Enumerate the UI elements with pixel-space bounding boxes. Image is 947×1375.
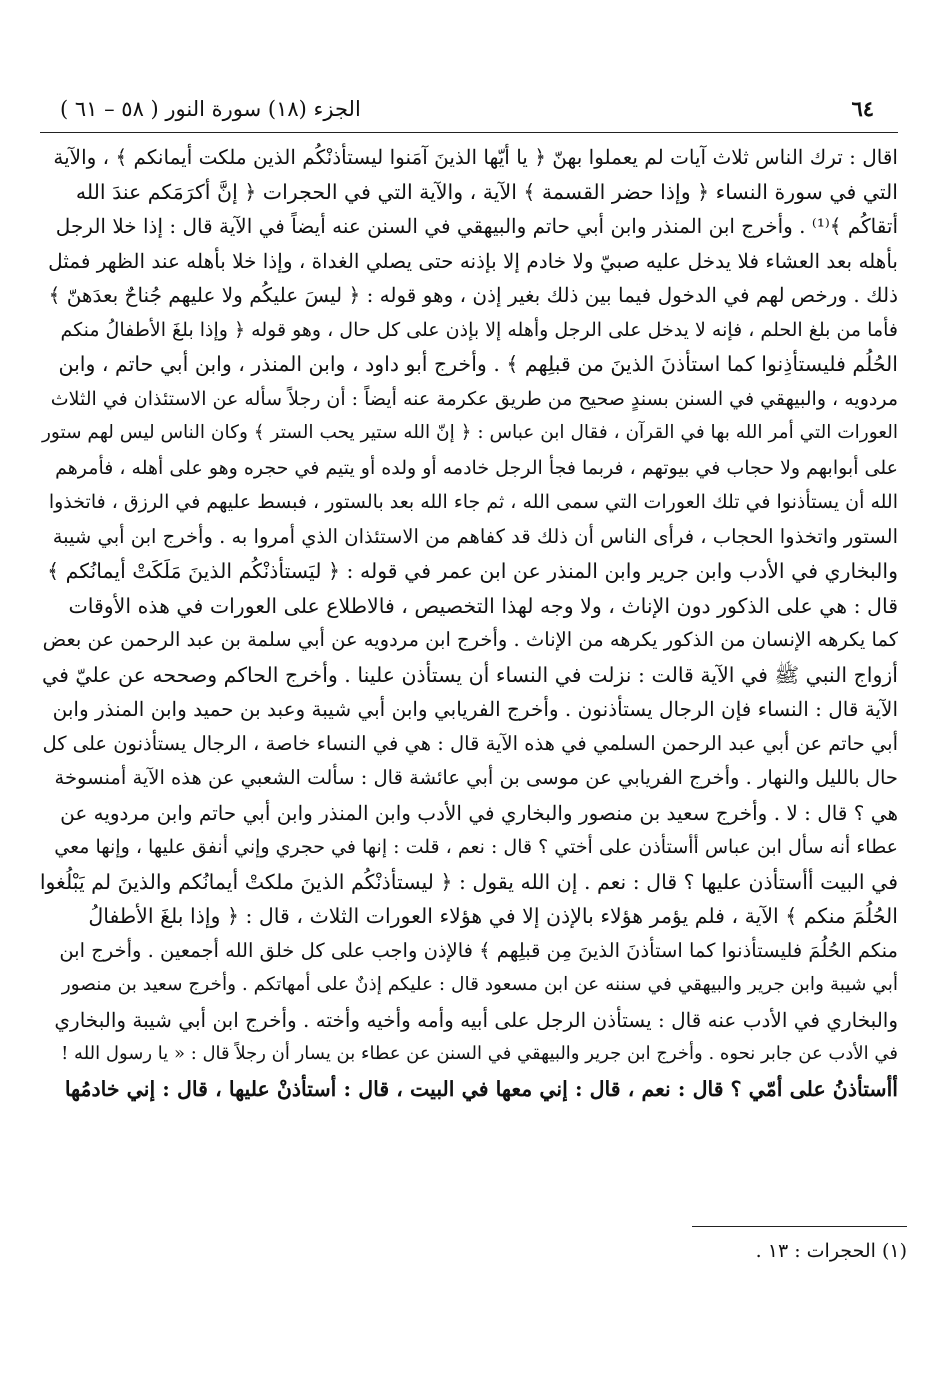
text-line: اقال : ترك الناس ثلاث آيات لم يعملوا بهنّ ﴿ يا أيّها الذينَ آمَنوا ليستأذنْكُم الذين ملكت أيمانكم ﴾ ، والآية [53, 145, 898, 169]
text-line: أتقاكُم ﴾⁽¹⁾ . وأخرج ابن المنذر وابن أبي حاتم والبيهقي في السنن عنه أيضاً في الآية قال : إذا خلا الرجل [55, 214, 898, 238]
text-line: أزواج النبي ﷺ في الآية قالت : نزلت في النساء أن يستأذن علينا . وأخرج الحاكم وصححه عن عليّ في [41, 662, 898, 687]
text-line: عطاء أنه سأل ابن عباس أأستأذن على أختي ؟ قال : نعم ، قلت : إنها في حجري وإني أنفق عليها ، وإنها معي [54, 836, 898, 858]
text-line: الحُلُمَ منكم ﴾ الآية ، فلم يؤمر هؤلاء بالإذن إلا في هؤلاء العورات الثلاث ، قال : ﴿ وإذا بلغَ الأطفالُ [88, 904, 898, 928]
text-line: ذلك . ورخص لهم في الدخول فيما بين ذلك بغير إذن ، وهو قوله : ﴿ ليسَ عليكُم ولا عليهم جُناحٌ بعدَهنّ ﴾ [48, 283, 898, 307]
text-line: فأما من بلغ الحلم ، فإنه لا يدخل على الرجل وأهله إلا بإذن على كل حال ، وهو قوله ﴿ وإذا بلغَ الأطفالُ منكم [60, 318, 898, 341]
page-number: ٦٤ [851, 96, 874, 121]
text-line: هي ؟ قال : لا . وأخرج سعيد بن منصور والبخاري في الأدب وابن المنذر وابن أبي حاتم وابن مردويه عن [60, 800, 898, 825]
header-divider [40, 132, 898, 133]
text-line: أأستأذنُ على أمّي ؟ قال : نعم ، قال : إني معها في البيت ، قال : أستأذنْ عليها ، قال : إني خادمُها [64, 1076, 898, 1101]
text-line: في البيت أأستأذن عليها ؟ قال : نعم . إن الله يقول : ﴿ ليستأذنْكُم الذينَ ملكتْ أيمانُكم والذينَ لم يَبْلُغوا [40, 869, 898, 894]
text-line: كما يكرهه الإنسان من الذكور يكرهه من الإناث . وأخرج ابن مردويه عن أبي سلمة بن عبد الرحمن عن بعض [42, 628, 898, 651]
text-line: التي في سورة النساء ﴿ وإذا حضر القسمة ﴾ الآية ، والآية التي في الحجرات ﴿ إنَّ أكرَمَكم عندَ الله [75, 179, 898, 204]
footnote: (١) الحجرات : ١٣ . [755, 1240, 907, 1262]
text-line: العورات التي أمر الله بها في القرآن ، فقال ابن عباس : ﴿ إنّ الله ستير يحب الستر ﴾ وكان الناس ليس لهم ستور [41, 422, 898, 443]
text-line: أبي شيبة وابن جرير والبيهقي في سننه عن ابن مسعود قال : عليكم إذنٌ على أمهاتكم . وأخرج سعيد بن منصور [61, 974, 898, 995]
text-line: والبخاري في الأدب وابن جرير وابن المنذر عن ابن عمر في قوله : ﴿ ليَستأذنْكُم الذينَ مَلَكَتْ أيمانُكم ﴾ [47, 559, 898, 583]
text-line: قال : هي على الذكور دون الإناث ، ولا وجه لهذا التخصيص ، فالاطلاع على العورات في هذه الأوقات [68, 593, 898, 618]
text-line: منكم الحُلُمَ فليستأذنوا كما استأذنَ الذينَ مِن قبلِهم ﴾ فالإذن واجب على كل خلق الله أجمعين . وأخرج ابن [59, 938, 898, 962]
text-line: الستور واتخذوا الحجاب ، فرأى الناس أن ذلك قد كفاهم من الاستئذان الذي أمروا به . وأخرج ابن أبي شيبة [52, 524, 898, 548]
text-line: على أبوابهم ولا حجاب في بيوتهم ، فربما فجأ الرجل خادمه أو ولده أو يتيم في حجره وهو على أهله ، فأمرهم [55, 456, 898, 479]
text-line: أبي حاتم عن أبي عبد الرحمن السلمي في هذه الآية قال : هي في النساء خاصة ، الرجال يستأذنون على كل [42, 731, 898, 755]
running-title: الجزء (١٨) سورة النور ( ٥٨ – ٦١ ) [60, 97, 361, 121]
text-line: والبخاري في الأدب عنه قال : يستأذن الرجل على أبيه وأمه وأخيه وأخته . وأخرج ابن أبي شيبة والبخاري [54, 1007, 898, 1032]
text-line: مردويه ، والبيهقي في السنن بسندٍ صحيح من طريق عكرمة عنه أيضاً : أن رجلاً سأله عن الاستئذان في الثلاث [50, 387, 898, 410]
text-line: بأهله بعد العشاء فلا يدخل عليه صبيّ ولا خادم إلا بإذنه حتى يصلي الغداة ، وإذا خلا بأهله عند الظهر فمثل [48, 248, 898, 273]
footnote-divider [692, 1226, 907, 1227]
text-line: الله أن يستأذنوا في تلك العورات التي سمى الله ، ثم جاء الله بعد بالستور ، فبسط عليهم في الرزق ، فاتخذوا [48, 491, 898, 513]
text-line: حال بالليل والنهار . وأخرج الفريابي عن موسى بن أبي عائشة قال : سألت الشعبي عن هذه الآية أمنسوخة [54, 766, 898, 789]
text-line: الآية قال : النساء فإن الرجال يستأذنون . وأخرج الفريابي وابن أبي شيبة وعبد بن حميد وابن المنذر وابن [52, 697, 898, 721]
text-line: الحُلُم فليستأذِنوا كما استأذنَ الذينَ من قبلِهم ﴾ . وأخرج أبو داود ، وابن المنذر ، وابن أبي حاتم ، وابن [58, 352, 898, 376]
body-text [40, 140, 898, 1106]
page-header [40, 92, 898, 128]
text-line: في الأدب عن جابر نحوه . وأخرج ابن جرير والبيهقي في السنن عن عطاء بن يسار أن رجلاً قال : « يا رسول الله ! [61, 1043, 898, 1064]
